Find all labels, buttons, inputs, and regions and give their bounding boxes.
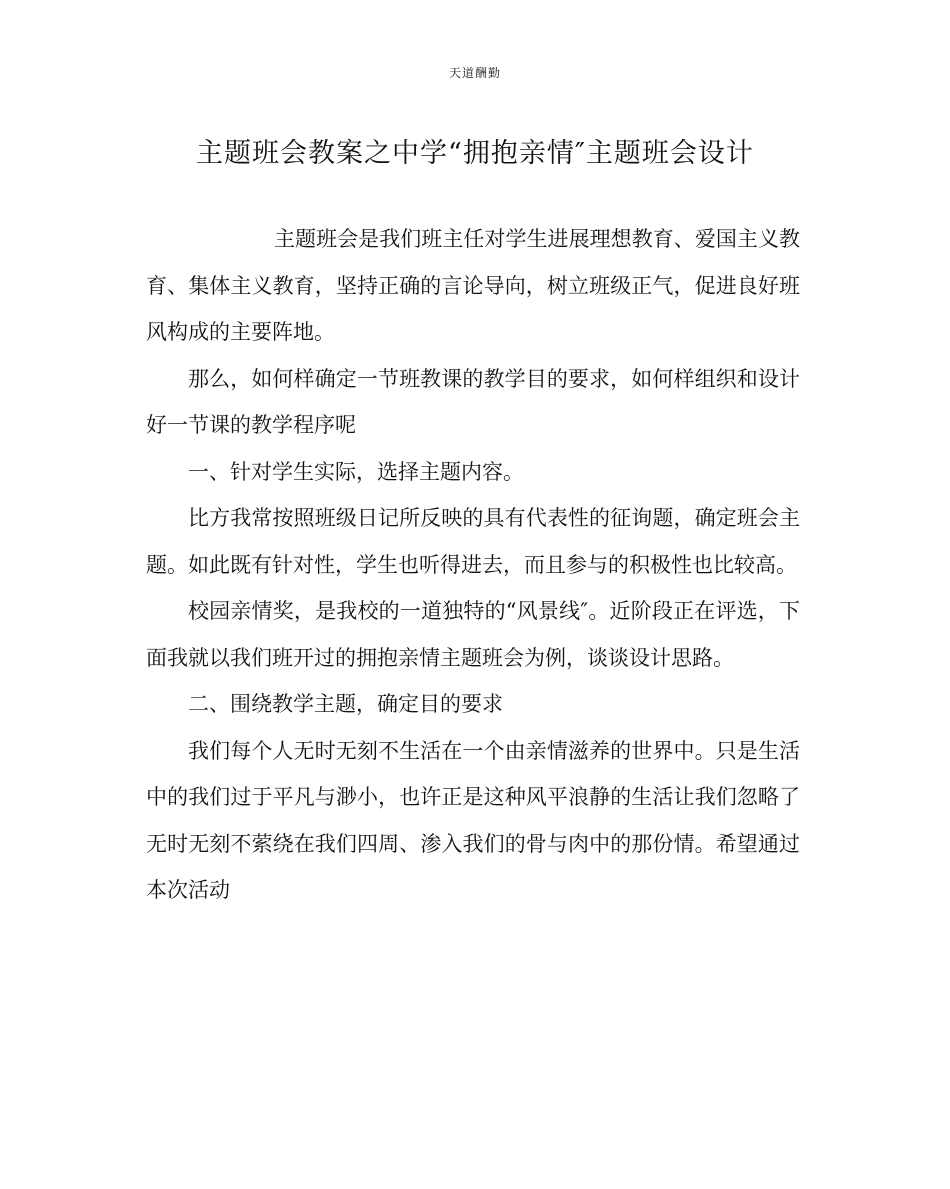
- paragraph-goals: 我们每个人无时无刻不生活在一个由亲情滋养的世界中。只是生活中的我们过于平凡与渺小，也许正是这种风平浪静的生活让我们忽略了无时无刻不萦绕在我们四周、渗入我们的骨与肉中的那份情。希望通过本次活动: [146, 738, 800, 902]
- paragraph-intro: 主题班会是我们班主任对学生进展理想教育、爱国主义教育、集体主义教育，坚持正确的言论导向，树立班级正气，促进良好班风构成的主要阵地。: [146, 227, 800, 344]
- section-heading-one: 一、针对学生实际，选择主题内容。: [188, 459, 524, 484]
- document-body: [146, 216, 800, 914]
- document-title: 主题班会教案之中学“拥抱亲情″主题班会设计: [196, 138, 754, 169]
- section-heading-two: 二、围绕教学主题，确定目的要求: [188, 692, 503, 716]
- paragraph-example: 比方我常按照班级日记所反映的具有代表性的征询题，确定班会主题。如此既有针对性，学生也听得进去，而且参与的积极性也比较高。: [146, 506, 800, 577]
- paragraph-question: 那么，如何样确定一节班教课的教学目的要求，如何样组织和设计好一节课的教学程序呢: [146, 366, 800, 437]
- page-header: 天道酬勤: [448, 66, 501, 80]
- paragraph-campus-award: 校园亲情奖，是我校的一道独特的“风景线″。近阶段正在评选，下面我就以我们班开过的拥抱亲情主题班会为例，谈谈设计思路。: [146, 599, 800, 670]
